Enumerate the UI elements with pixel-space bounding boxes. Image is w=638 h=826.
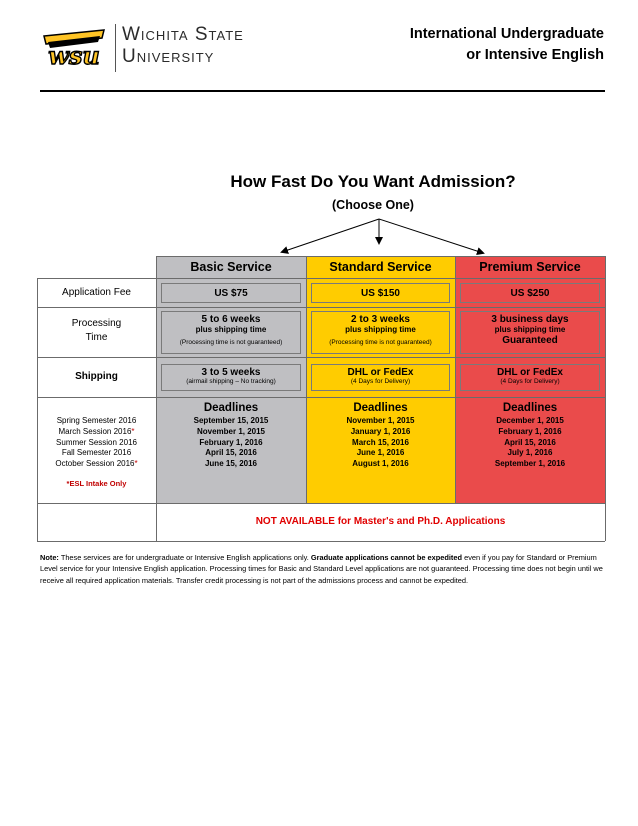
note-bold: Graduate applications cannot be expedited <box>310 553 463 562</box>
processing-label-line-2: Time <box>85 332 108 343</box>
fee-basic: US $75 <box>161 283 301 303</box>
university-name <box>122 24 244 68</box>
wsu-logo-icon <box>38 24 110 70</box>
headline: How Fast Do You Want Admission? <box>230 172 516 191</box>
grid-line <box>605 256 606 541</box>
subhead: (Choose One) <box>332 198 414 212</box>
shipping-basic-main: 3 to 5 weeks <box>201 367 261 378</box>
processing-basic-main: 5 to 6 weeks <box>201 314 261 325</box>
row-label-shipping: Shipping <box>75 371 118 382</box>
processing-label-line-1: Processing <box>71 318 122 329</box>
session-fall: Fall Semester 2016 <box>61 448 132 458</box>
title-line-1: International Undergraduate <box>409 26 604 42</box>
processing-premium-sub: plus shipping time <box>494 325 566 334</box>
choice-arrows-icon <box>270 215 495 260</box>
deadlines-title: Deadlines <box>353 402 408 414</box>
shipping-standard <box>311 364 450 391</box>
logo-divider <box>115 24 116 72</box>
shipping-premium-main: DHL or FedEx <box>497 367 563 378</box>
note-text-1: These services are for undergraduate or Intensive English applications only. <box>60 553 309 562</box>
fee-premium: US $250 <box>460 283 600 303</box>
deadline-date: June 1, 2016 <box>356 448 405 458</box>
session-summer: Summer Session 2016 <box>56 437 137 447</box>
grid-line <box>156 256 157 541</box>
row-label-processing <box>37 317 156 345</box>
grid-line <box>37 307 605 308</box>
processing-standard-note: (Processing time is not guaranteed) <box>329 339 432 346</box>
university-line-1: Wichita State <box>122 24 244 45</box>
column-header-basic: Basic Service <box>190 260 272 274</box>
deadline-date: February 1, 2016 <box>498 426 562 436</box>
grid-line <box>37 397 605 398</box>
column-header-premium: Premium Service <box>479 260 581 274</box>
grid-line <box>37 541 605 542</box>
deadlines-title: Deadlines <box>203 402 259 414</box>
session-spring: Spring Semester 2016 <box>56 416 137 425</box>
processing-basic-note: (Processing time is not guaranteed) <box>179 339 283 346</box>
deadline-date: June 15, 2016 <box>204 459 258 469</box>
processing-premium-note: Guaranteed <box>502 335 558 346</box>
session-october: October Session 2016* <box>55 459 138 469</box>
deadline-date: November 1, 2015 <box>346 416 415 425</box>
header-rule <box>40 90 605 92</box>
processing-basic <box>161 311 301 354</box>
deadlines-basic <box>156 401 306 470</box>
note-text-2: even if you pay for Standard or Premium Level service for your Intensive English application. Processing times for Basic and Standard Level applications are not guaranteed. Processing time does not begin until we receive all required application materials. Transfer credit processing is not part of the admissions process and cannot be expedited. <box>40 553 603 585</box>
processing-standard-sub: plus shipping time <box>345 325 416 334</box>
deadlines-premium <box>455 401 605 470</box>
document-title <box>344 24 604 66</box>
deadline-date: September 15, 2015 <box>193 416 269 425</box>
deadline-date: August 1, 2016 <box>352 459 409 469</box>
university-line-2: University <box>122 46 215 67</box>
session-march: March Session 2016* <box>58 426 135 436</box>
deadline-date: July 1, 2016 <box>507 448 553 458</box>
shipping-premium <box>460 364 600 391</box>
logo-initials: wsu <box>48 41 100 70</box>
processing-standard <box>311 311 450 354</box>
deadline-date: September 1, 2016 <box>494 459 566 469</box>
session-list <box>37 416 156 490</box>
deadline-date: November 1, 2015 <box>196 426 266 436</box>
deadlines-standard <box>306 401 455 470</box>
fee-standard: US $150 <box>311 283 450 303</box>
deadline-date: February 1, 2016 <box>199 437 263 447</box>
note-label: Note: <box>40 553 59 562</box>
column-header-standard: Standard Service <box>329 260 432 274</box>
deadline-date: January 1, 2016 <box>350 426 411 436</box>
esl-note: *ESL Intake Only <box>66 478 127 488</box>
shipping-premium-note: (4 Days for Delivery) <box>500 378 560 385</box>
deadlines-title: Deadlines <box>502 402 558 414</box>
deadline-date: December 1, 2015 <box>496 416 564 425</box>
title-line-2: or Intensive English <box>466 47 604 63</box>
deadline-date: March 15, 2016 <box>352 437 409 447</box>
shipping-standard-note: (4 Days for Delivery) <box>350 378 411 385</box>
row-label-fee: Application Fee <box>62 287 131 298</box>
processing-basic-sub: plus shipping time <box>195 325 267 334</box>
grid-line <box>156 256 605 257</box>
shipping-basic <box>161 364 301 391</box>
footnote <box>40 552 604 586</box>
deadline-date: April 15, 2016 <box>504 437 556 447</box>
deadline-date: April 15, 2016 <box>205 448 257 458</box>
shipping-basic-note: (airmail shipping – No tracking) <box>186 378 276 385</box>
processing-standard-main: 2 to 3 weeks <box>351 314 410 325</box>
not-available-banner: NOT AVAILABLE for Master's and Ph.D. Applications <box>255 516 506 527</box>
shipping-standard-main: DHL or FedEx <box>347 367 414 378</box>
processing-premium <box>460 311 600 354</box>
processing-premium-main: 3 business days <box>491 314 569 325</box>
